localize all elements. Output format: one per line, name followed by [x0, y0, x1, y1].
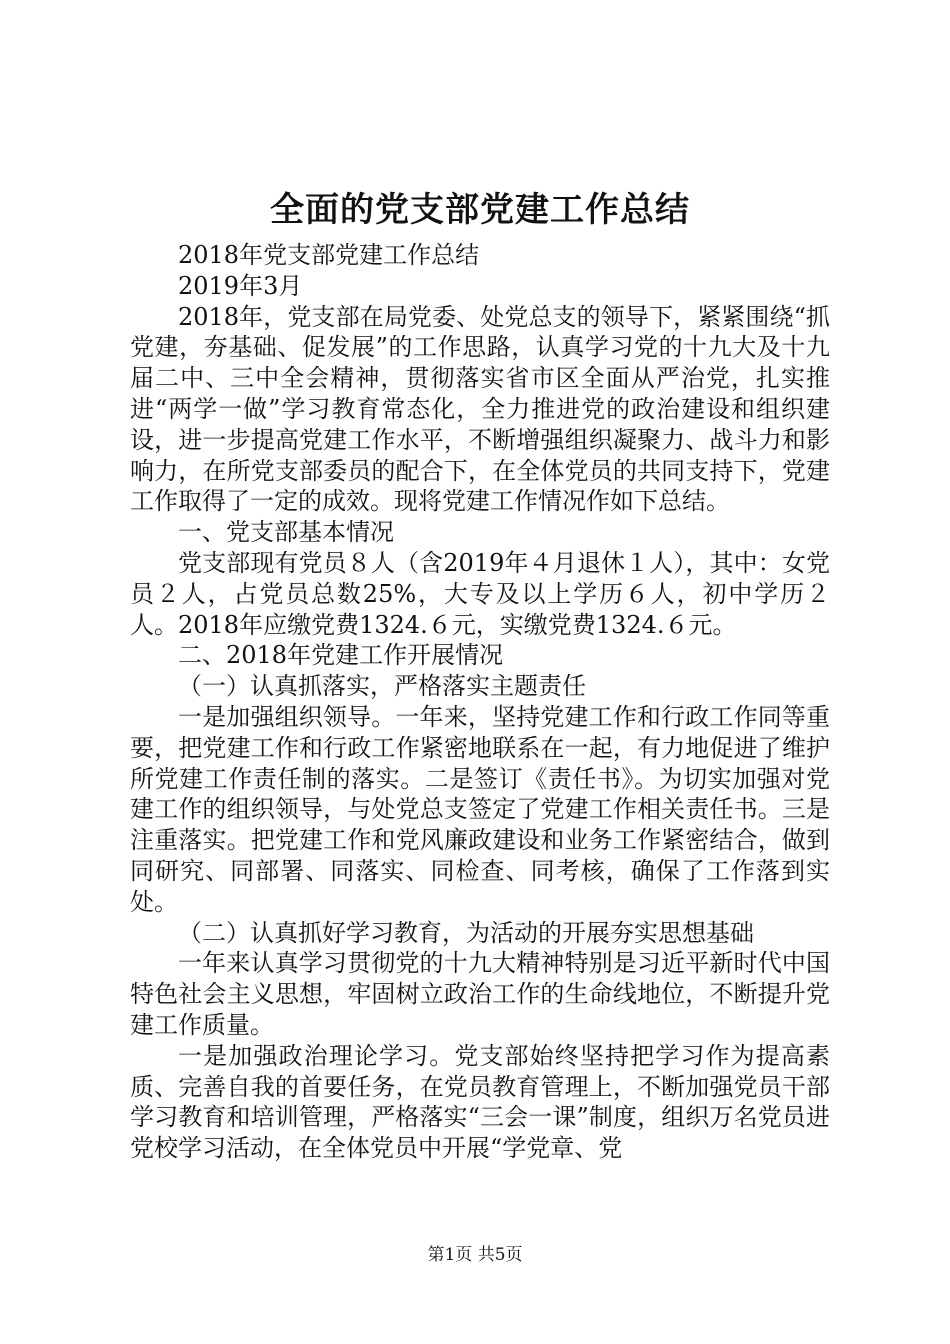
subsection-heading: （一）认真抓落实，严格落实主题责任	[178, 672, 586, 701]
paragraph: 一是加强政治理论学习。党支部始终坚持把学习作为提高素质、完善自我的首要任务，在党员教育管理上，不断加强党员干部学习教育和培训管理，严格落实“三会一课”制度，组织万名党员进党校学习活动，在全体党员中开展“学党章、党	[130, 1041, 830, 1163]
section-heading: 二、2018年党建工作开展情况	[178, 641, 504, 670]
paragraph: 一年来认真学习贯彻党的十九大精神特别是习近平新时代中国特色社会主义思想，牢固树立政治工作的生命线地位，不断提升党建工作质量。	[130, 949, 830, 1039]
paragraph: 2018年，党支部在局党委、处党总支的领导下，紧紧围绕“抓党建，夯基础、促发展”的工作思路，认真学习党的十九大及十九届二中、三中全会精神，贯彻落实省市区全面从严治党，扎实推进“两学一做”学习教育常态化，全力推进党的政治建设和组织建设，进一步提高党建工作水平，不断增强组织凝聚力、战斗力和影响力，在所党支部委员的配合下，在全体党员的共同支持下，党建工作取得了一定的成效。现将党建工作情况作如下总结。	[130, 302, 830, 516]
document-page	[130, 180, 830, 1164]
document-title: 全面的党支部党建工作总结	[270, 190, 690, 230]
paragraph: 党支部现有党员８人（含2019年４月退休１人），其中：女党员２人，占党员总数25%，大专及以上学历６人，初中学历２人。2018年应缴党费1324.６元，实缴党费1324.６元。	[130, 548, 830, 639]
paragraph: 一是加强组织领导。一年来，坚持党建工作和行政工作同等重要，把党建工作和行政工作紧密地联系在一起，有力地促进了维护所党建工作责任制的落实。二是签订《责任书》。为切实加强对党建工作的组织领导，与处党总支签定了党建工作相关责任书。三是注重落实。把党建工作和党风廉政建设和业务工作紧密结合，做到同研究、同部署、同落实、同检查、同考核，确保了工作落到实处。	[130, 702, 830, 916]
date-line: 2019年3月	[178, 271, 303, 300]
subtitle-line: 2018年党支部党建工作总结	[178, 241, 480, 269]
section-heading: 一、党支部基本情况	[178, 518, 394, 547]
subsection-heading: （二）认真抓好学习教育，为活动的开展夯实思想基础	[178, 918, 754, 947]
page-footer: 第1页 共5页	[427, 1245, 523, 1265]
